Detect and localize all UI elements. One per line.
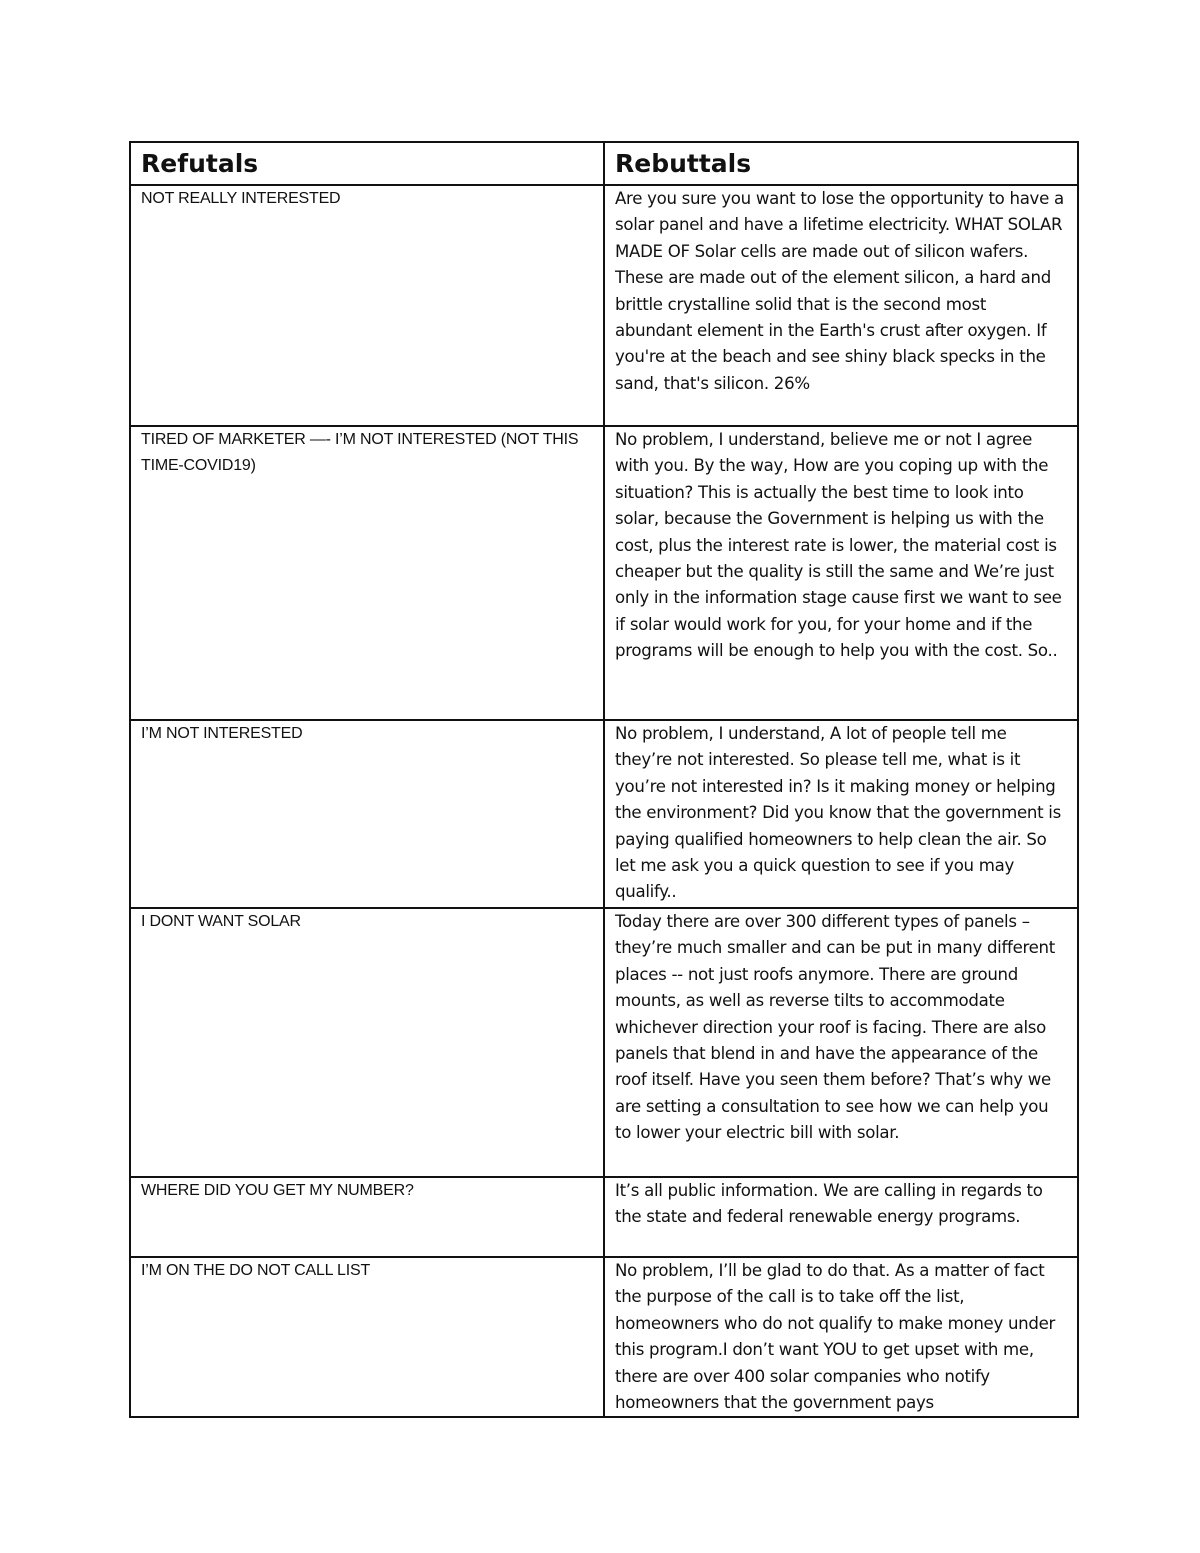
table-header-row — [130, 142, 1078, 185]
refutal-cell: I’M ON THE DO NOT CALL LIST — [130, 1257, 604, 1417]
rebuttal-cell: No problem, I’ll be glad to do that. As a matter of fact the purpose of the call is to take off the list, homeowners who do not qualify to make money under this program.I don’t want YOU to get upset with me, there are over 400 solar companies who notify homeowners that the government pays — [604, 1257, 1078, 1417]
refutal-cell: I DONT WANT SOLAR — [130, 908, 604, 1177]
table-row — [130, 1177, 1078, 1257]
refutal-cell: WHERE DID YOU GET MY NUMBER? — [130, 1177, 604, 1257]
refutal-cell: I’M NOT INTERESTED — [130, 720, 604, 908]
rebuttals-header: Rebuttals — [604, 142, 1078, 185]
table-row — [130, 720, 1078, 908]
rebuttal-cell: It’s all public information. We are calling in regards to the state and federal renewable energy programs. — [604, 1177, 1078, 1257]
refutals-rebuttals-table — [129, 141, 1079, 1418]
rebuttal-cell: No problem, I understand, believe me or not I agree with you. By the way, How are you coping up with the situation? This is actually the best time to look into solar, because the Government is helping us with the cost, plus the interest rate is lower, the material cost is cheaper but the quality is still the same and We’re just only in the information stage cause first we want to see if solar would work for you, for your home and if the programs will be enough to help you with the cost. So.. — [604, 426, 1078, 720]
refutals-header: Refutals — [130, 142, 604, 185]
table-row — [130, 908, 1078, 1177]
rebuttal-cell: Are you sure you want to lose the opportunity to have a solar panel and have a lifetime electricity. WHAT SOLAR MADE OF Solar cells are made out of silicon wafers. These are made out of the element silicon, a hard and brittle crystalline solid that is the second most abundant element in the Earth's crust after oxygen. If you're at the beach and see shiny black specks in the sand, that's silicon. 26% — [604, 185, 1078, 426]
rebuttal-cell: Today there are over 300 different types of panels – they’re much smaller and can be put in many different places -- not just roofs anymore. There are ground mounts, as well as reverse tilts to accommodate whichever direction your roof is facing. There are also panels that blend in and have the appearance of the roof itself. Have you seen them before? That’s why we are setting a consultation to see how we can help you to lower your electric bill with solar. — [604, 908, 1078, 1177]
rebuttal-cell: No problem, I understand, A lot of people tell me they’re not interested. So please tell me, what is it you’re not interested in? Is it making money or helping the environment? Did you know that the government is paying qualified homeowners to help clean the air. So let me ask you a quick question to see if you may qualify.. — [604, 720, 1078, 908]
table-row — [130, 426, 1078, 720]
refutal-cell: NOT REALLY INTERESTED — [130, 185, 604, 426]
refutal-cell: TIRED OF MARKETER —- I’M NOT INTERESTED (NOT THIS TIME-COVID19) — [130, 426, 604, 720]
table-row — [130, 185, 1078, 426]
table-row — [130, 1257, 1078, 1417]
